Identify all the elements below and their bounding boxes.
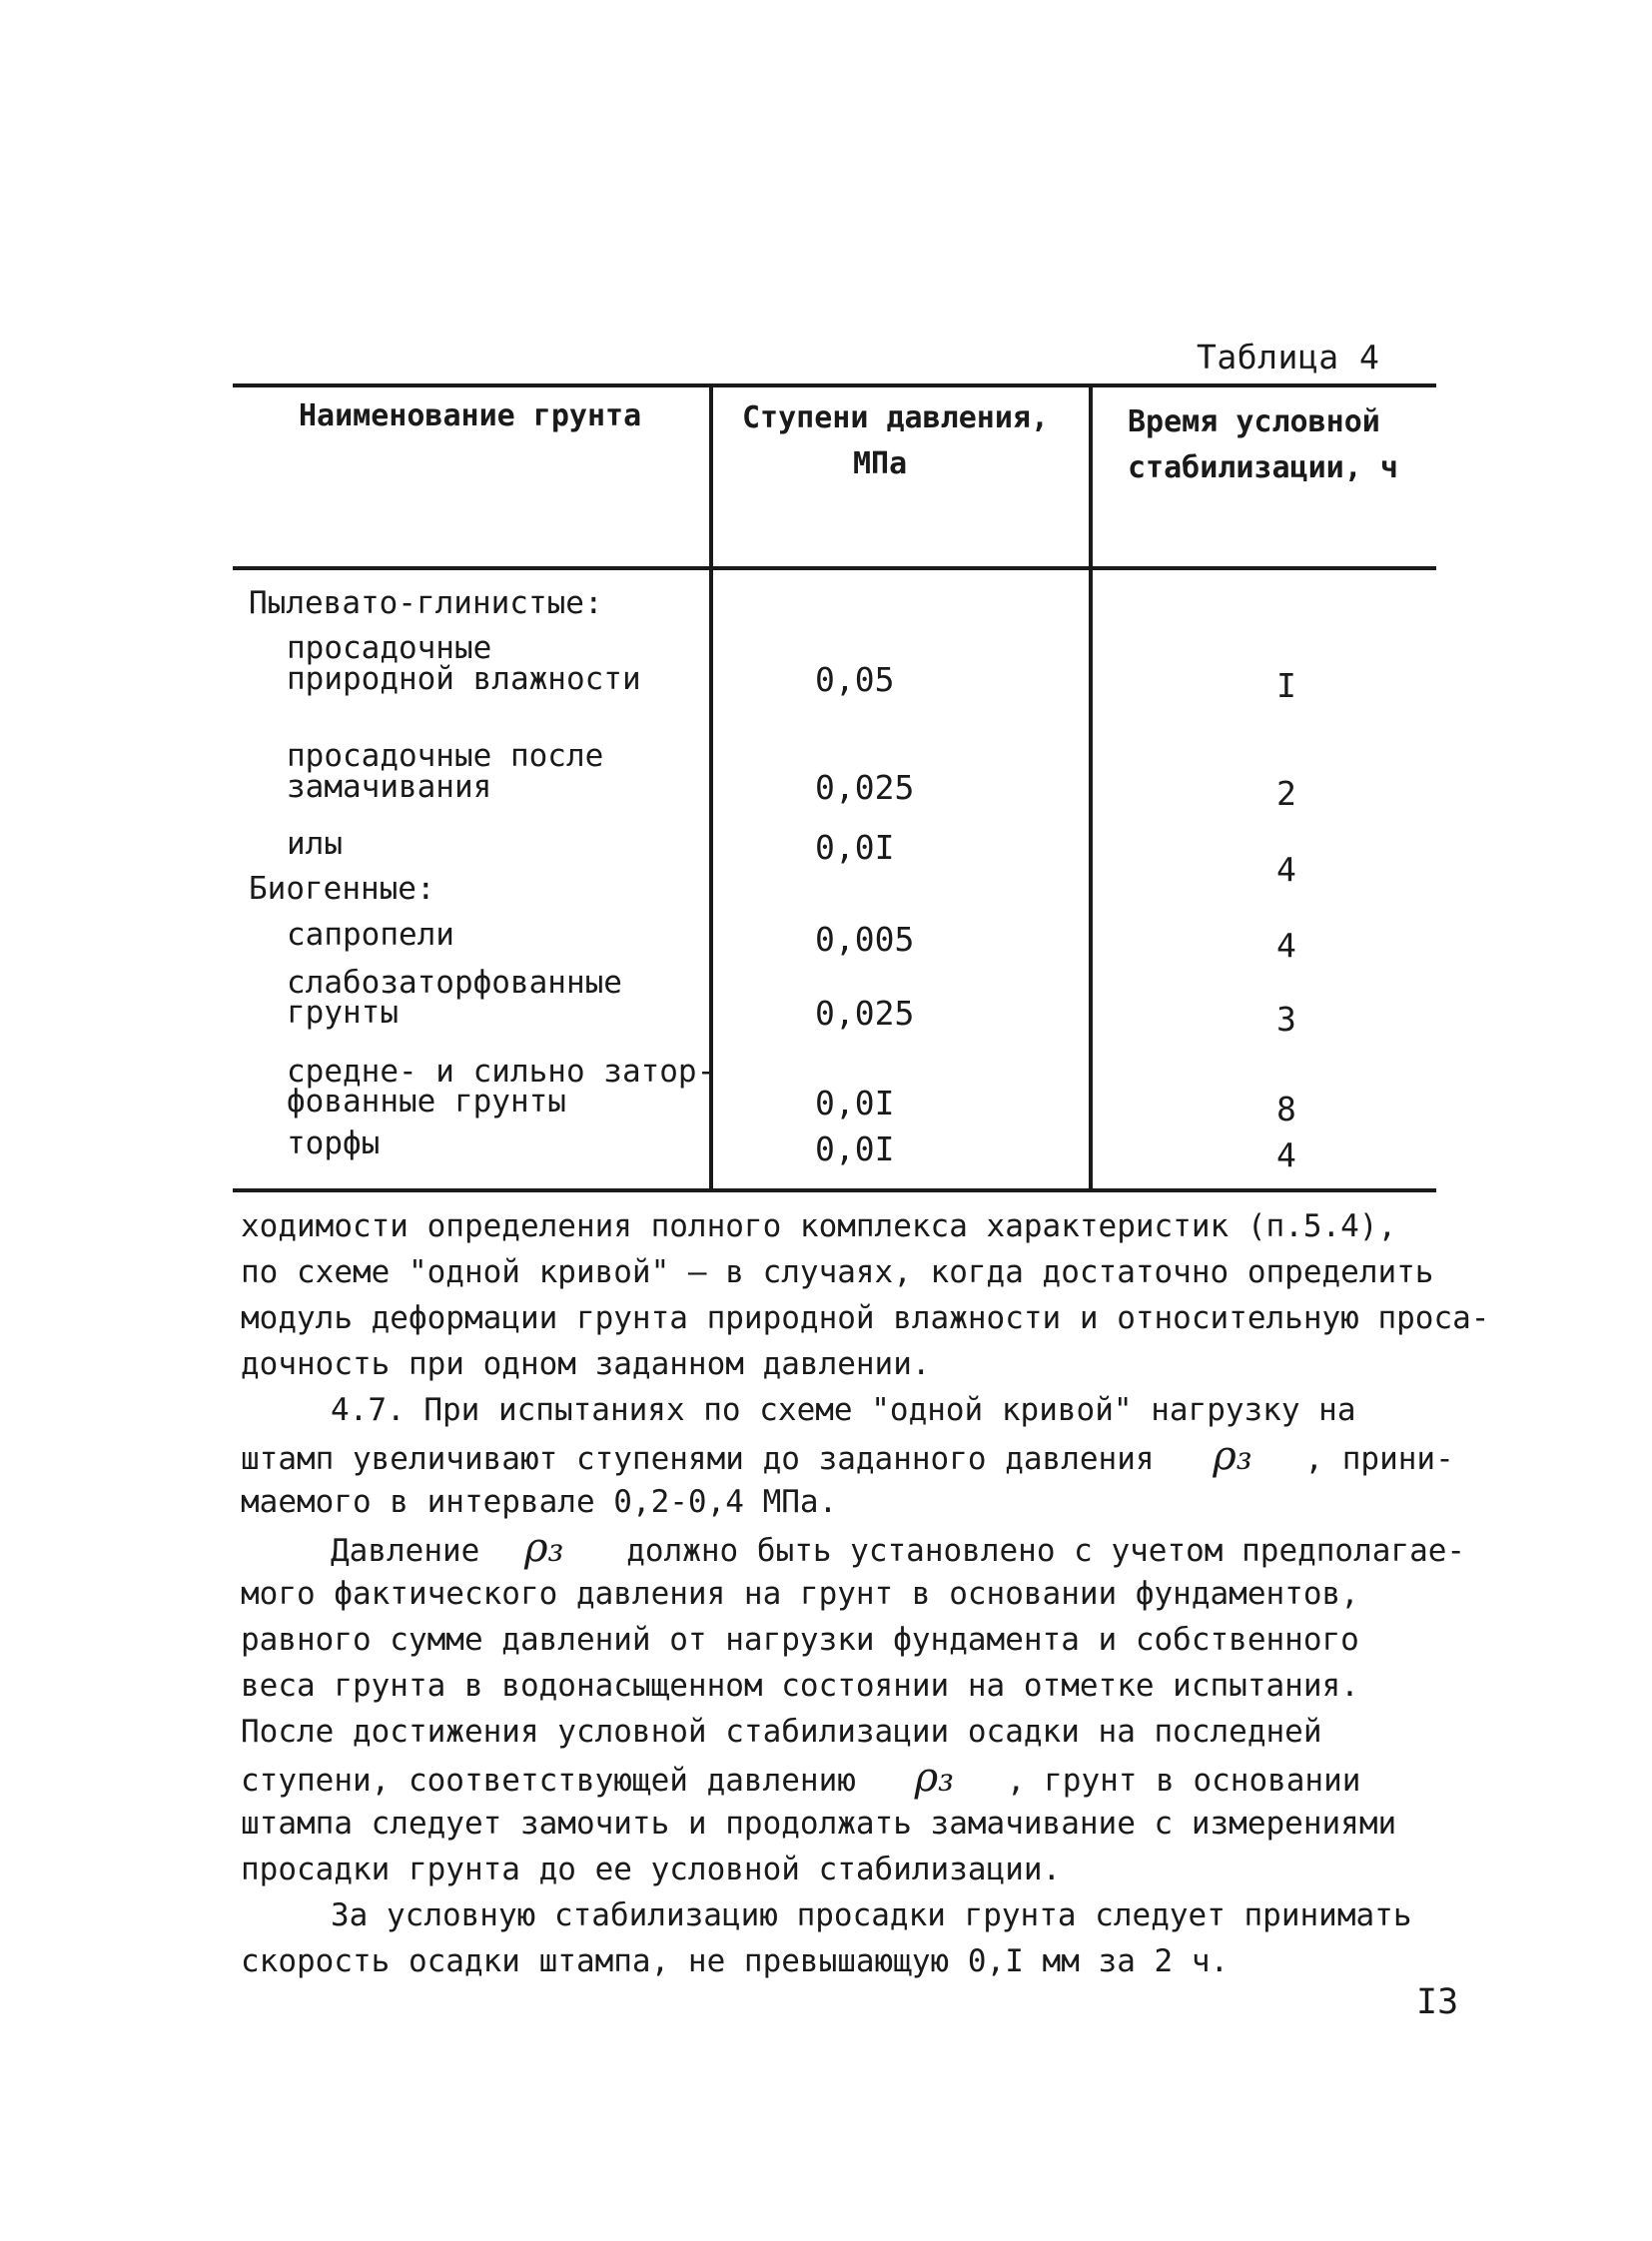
row-label-line2: грунты	[287, 995, 399, 1031]
paragraph-line	[241, 1433, 1479, 1482]
row-label-line1: просадочные после	[287, 738, 604, 774]
pressure-symbol: ρ₃	[914, 1755, 955, 1801]
paragraph-line: веса грунта в водонасыщенном состоянии на отметке испытания.	[241, 1668, 1359, 1704]
pressure-symbol: ρ₃	[1213, 1433, 1252, 1479]
page-number: I3	[1416, 1982, 1459, 2022]
row-pressure: 0,0I	[815, 1129, 895, 1168]
row-label: торфы	[287, 1125, 381, 1161]
table-header-rule	[233, 566, 1436, 570]
row-time: 3	[1276, 1000, 1296, 1039]
pressure-symbol: ρ₃	[523, 1525, 564, 1571]
row-label-line2: замачивания	[287, 769, 492, 805]
row-pressure: 0,0I	[815, 1084, 895, 1122]
group-label-biogenic: Биогенные:	[249, 871, 435, 907]
row-label-line2: природной влажности	[287, 661, 641, 697]
paragraph-line	[331, 1525, 1569, 1574]
paragraph-line: просадки грунта до ее условной стабилизации.	[241, 1852, 1062, 1887]
text-fragment: , грунт в основании	[1006, 1763, 1361, 1799]
row-label-line1: просадочные	[287, 630, 492, 666]
row-pressure: 0,005	[815, 920, 915, 959]
row-pressure: 0,025	[815, 994, 915, 1033]
group-label-silty-clay: Пылевато-глинистые:	[249, 585, 603, 621]
header-time-line1: Время условной	[1128, 404, 1380, 439]
paragraph-line: маемого в интервале 0,2-0,4 МПа.	[241, 1484, 838, 1520]
paragraph-line: по схеме "одной кривой" – в случаях, когда достаточно определить	[241, 1254, 1434, 1290]
text-fragment: должно быть установлено с учетом предполагае-	[626, 1533, 1466, 1569]
text-fragment: штамп увеличивают ступенями до заданного давления	[241, 1441, 1155, 1477]
row-label: сапропели	[287, 917, 454, 953]
table-col-divider-2	[1089, 383, 1093, 1192]
row-time: 8	[1276, 1090, 1296, 1128]
text-fragment: , прини-	[1304, 1441, 1454, 1477]
row-time: 2	[1276, 774, 1296, 813]
row-time: 4	[1276, 850, 1296, 889]
header-time-line2: стабилизации, ч	[1128, 450, 1398, 485]
paragraph-line: скорость осадки штампа, не превышающую 0,I мм за 2 ч.	[241, 1943, 1230, 1979]
header-pressure-line1: Ступени давления,	[742, 400, 1050, 435]
row-label-line1: слабозаторфованные	[287, 965, 622, 1001]
paragraph-line: После достижения условной стабилизации осадки на последней	[241, 1714, 1322, 1750]
table-caption: Таблица 4	[1197, 338, 1380, 376]
table-bottom-rule	[233, 1188, 1436, 1192]
row-pressure: 0,025	[815, 768, 915, 807]
row-label-line2: фованные грунты	[287, 1084, 566, 1120]
row-label-line1: средне- и сильно затор-	[287, 1054, 716, 1090]
row-pressure: 0,0I	[815, 828, 895, 867]
header-soil-name: Наименование грунта	[299, 398, 642, 433]
paragraph-line: равного сумме давлений от нагрузки фундамента и собственного	[241, 1622, 1359, 1658]
row-time: I	[1276, 666, 1296, 705]
paragraph-line	[241, 1755, 1479, 1804]
soil-table	[233, 383, 1436, 1192]
table-top-rule	[233, 383, 1436, 387]
row-time: 4	[1276, 1135, 1296, 1174]
paragraph-line: модуль деформации грунта природной влажности и относительную проса-	[241, 1300, 1490, 1336]
paragraph-line: ходимости определения полного комплекса характеристик (п.5.4),	[241, 1208, 1397, 1244]
paragraph-line: дочность при одном заданном давлении.	[241, 1346, 931, 1382]
paragraph-line: 4.7. При испытаниях по схеме "одной кривой" нагрузку на	[331, 1392, 1356, 1428]
paragraph-line: мого фактического давления на грунт в основании фундаментов,	[241, 1576, 1359, 1612]
row-time: 4	[1276, 926, 1296, 965]
text-fragment: Давление	[331, 1533, 480, 1569]
row-pressure: 0,05	[815, 660, 895, 699]
paragraph-line: штампа следует замочить и продолжать замачивание с измерениями	[241, 1806, 1397, 1842]
row-label: илы	[287, 826, 343, 862]
header-pressure-line2: МПа	[853, 446, 908, 481]
paragraph-line: За условную стабилизацию просадки грунта следует принимать	[331, 1897, 1412, 1933]
text-fragment: ступени, соответствующей давлению	[241, 1763, 856, 1799]
